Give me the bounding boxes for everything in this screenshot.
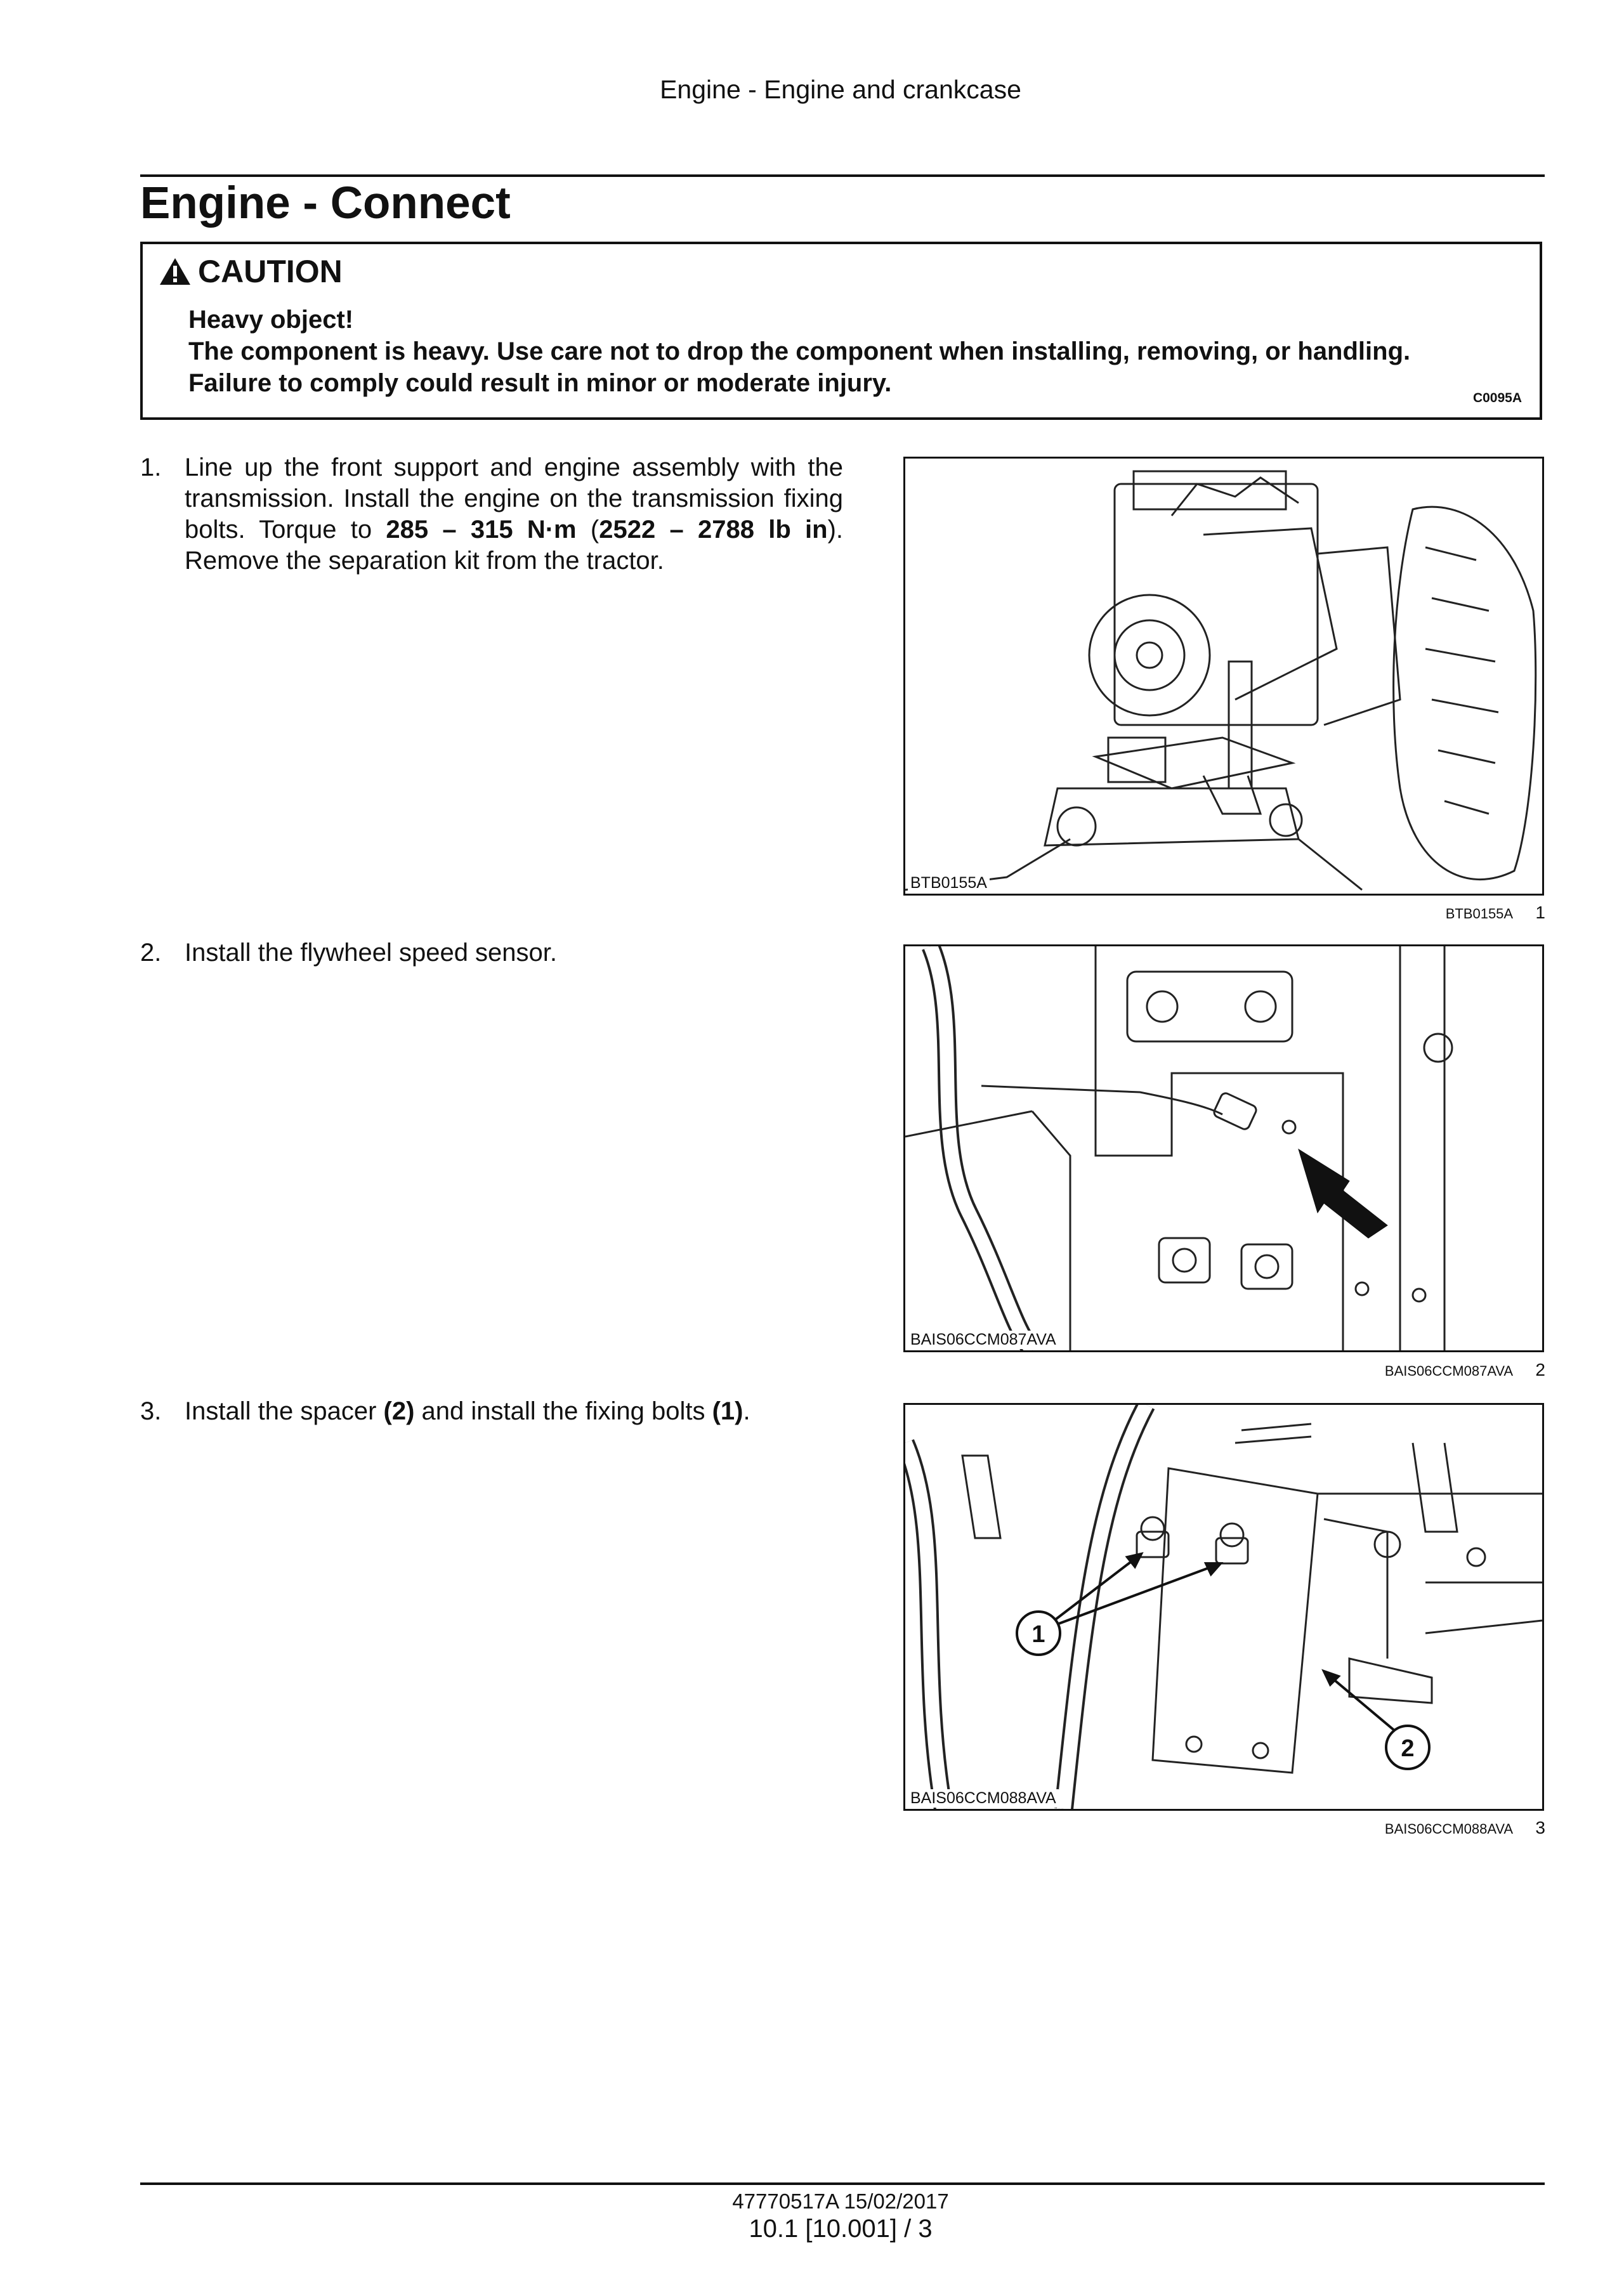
figure-2-inner-label: BAIS06CCM087AVA (908, 1331, 1059, 1349)
page-title: Engine - Connect (140, 178, 511, 228)
footer-doc-ref: 47770517A 15/02/2017 (732, 2189, 949, 2213)
step-3-text-a: Install the spacer (185, 1397, 384, 1425)
ref-spacer: (2) (383, 1397, 415, 1425)
caution-heading-text: CAUTION (198, 254, 343, 289)
step-3-number: 3. (140, 1397, 162, 1425)
figure-1-engine-assembly (903, 457, 1544, 896)
figure-2-number: 2 (1535, 1360, 1545, 1380)
step-3-text-b: and install the fixing bolts (414, 1397, 712, 1425)
step-1-text-a: Line up the front support and engine assembly with the transmission. Install the engine on the transmission fixing bolts. Torque to (185, 453, 843, 544)
figure-2-flywheel-sensor (903, 944, 1544, 1352)
callout-1: 1 (1031, 1621, 1045, 1648)
caution-heading (159, 253, 343, 290)
figure-1-caption (1142, 903, 1545, 923)
step-2 (140, 937, 843, 969)
flywheel-sensor-illustration (905, 946, 1542, 1350)
step-1 (140, 452, 843, 577)
step-1-text-c: ). Remove the separation kit from the tractor. (185, 516, 844, 575)
torque-lbin: 2522 – 2788 lb in (599, 516, 828, 544)
footer-rule (140, 2182, 1545, 2185)
warning-triangle-icon (159, 257, 192, 286)
figure-1-number: 1 (1535, 903, 1545, 922)
running-header: Engine - Engine and crankcase (660, 75, 1021, 104)
step-1-number: 1. (140, 453, 162, 481)
step-1-text-b: ( (576, 516, 599, 544)
figure-3-caption (1142, 1818, 1545, 1838)
figure-2-caption (1142, 1360, 1545, 1380)
step-1-text (185, 452, 843, 577)
header-rule (140, 174, 1545, 177)
ref-bolts: (1) (712, 1397, 743, 1425)
figure-3-spacer-bolts (903, 1403, 1544, 1811)
caution-line-2: The component is heavy. Use care not to drop the component when installing, removing, or handling. (188, 337, 1411, 365)
caution-code: C0095A (1472, 391, 1522, 405)
figure-1-inner-label: BTB0155A (908, 874, 990, 892)
step-3 (140, 1396, 843, 1427)
step-3-text (185, 1396, 843, 1427)
footer-page-ref: 10.1 [10.001] / 3 (749, 2215, 933, 2243)
step-2-text: Install the flywheel speed sensor. (185, 939, 558, 967)
engine-assembly-illustration (905, 459, 1542, 894)
figure-2-code: BAIS06CCM087AVA (1384, 1363, 1512, 1379)
step-2-number: 2. (140, 939, 162, 967)
figure-1-code: BTB0155A (1445, 906, 1512, 922)
callout-2: 2 (1401, 1735, 1415, 1762)
caution-body (188, 304, 1521, 399)
caution-line-3: Failure to comply could result in minor or moderate injury. (188, 369, 892, 397)
step-3-text-c: . (743, 1397, 750, 1425)
caution-line-1: Heavy object! (188, 306, 354, 334)
figure-3-code: BAIS06CCM088AVA (1384, 1821, 1512, 1837)
spacer-bolts-illustration (905, 1405, 1542, 1809)
caution-box (140, 242, 1542, 420)
torque-nm: 285 – 315 N·m (386, 516, 577, 544)
figure-3-inner-label: BAIS06CCM088AVA (908, 1789, 1059, 1808)
figure-3-number: 3 (1535, 1818, 1545, 1837)
